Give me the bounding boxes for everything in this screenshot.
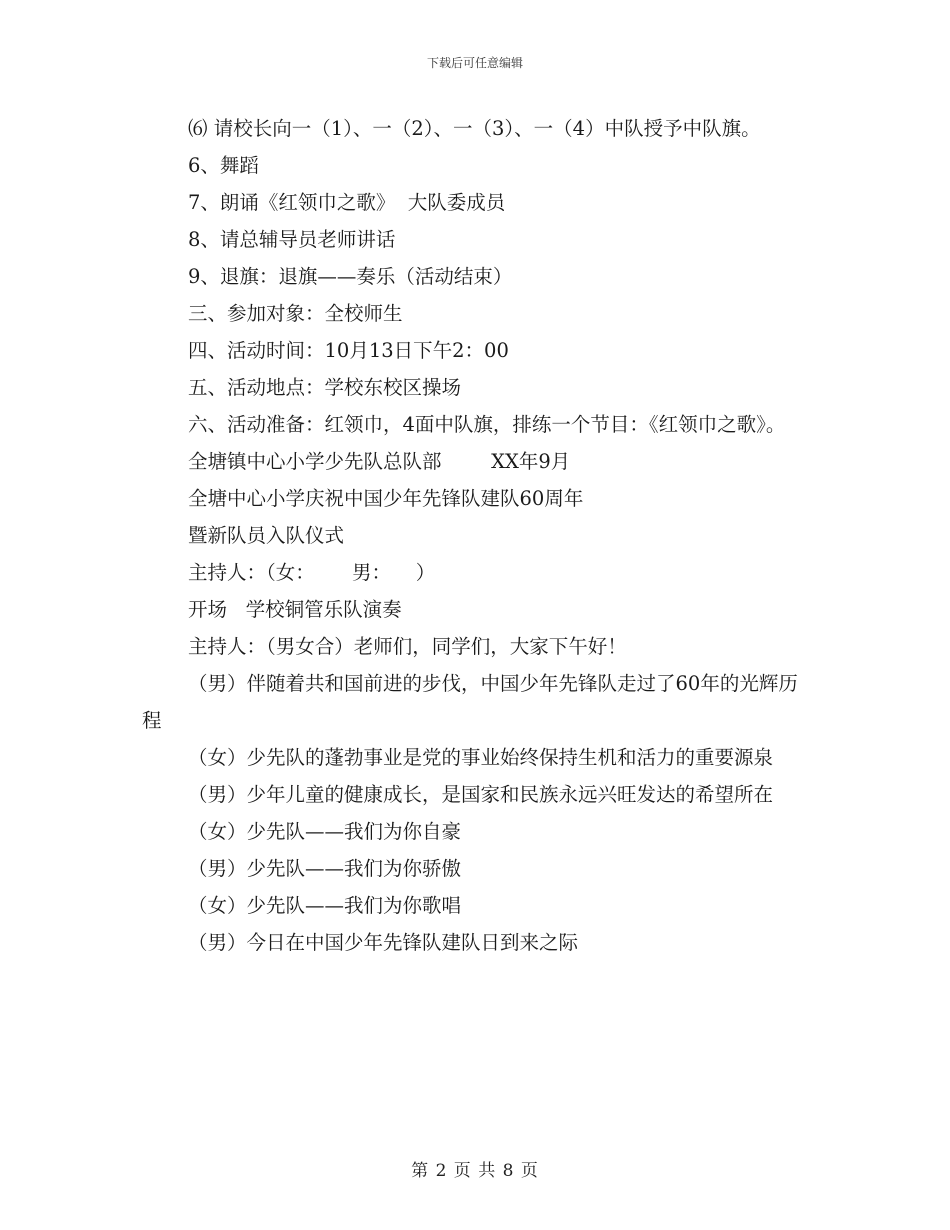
paragraph: 全塘中心小学庆祝中国少年先锋队建队60周年 — [188, 487, 584, 510]
paragraph: 7、朗诵《红领巾之歌》 大队委成员 — [188, 191, 506, 214]
page-footer: 第 2 页 共 8 页 — [411, 1161, 539, 1181]
paragraph: ⑹ 请校长向一（1）、一（2）、一（3）、一（4）中队授予中队旗。 — [188, 117, 761, 140]
paragraph: 主持人：（男女合）老师们，同学们，大家下午好！ — [188, 635, 627, 658]
paragraph: 全塘镇中心小学少先队总队部 XX年9月 — [188, 450, 571, 473]
paragraph: （男）少年儿童的健康成长，是国家和民族永远兴旺发达的希望所在 — [188, 783, 774, 806]
paragraph: 开场 学校铜管乐队演奏 — [188, 598, 402, 621]
paragraph: （女）少先队——我们为你自豪 — [188, 820, 462, 843]
paragraph: （女）少先队——我们为你歌唱 — [188, 894, 462, 917]
paragraph: （男）伴随着共和国前进的步伐，中国少年先锋队走过了60年的光辉历程 — [142, 672, 798, 732]
paragraph: （女）少先队的蓬勃事业是党的事业始终保持生机和活力的重要源泉 — [188, 746, 774, 769]
paragraph: （男）今日在中国少年先锋队建队日到来之际 — [188, 931, 579, 954]
document-body — [142, 110, 812, 961]
paragraph: 三、参加对象：全校师生 — [188, 302, 403, 325]
paragraph: （男）少先队——我们为你骄傲 — [188, 857, 462, 880]
paragraph: 暨新队员入队仪式 — [188, 524, 345, 547]
paragraph: 8、请总辅导员老师讲话 — [188, 228, 396, 251]
paragraph: 五、活动地点：学校东校区操场 — [188, 376, 462, 399]
paragraph: 9、退旗：退旗——奏乐（活动结束） — [188, 265, 513, 288]
page-header: 下载后可任意编辑 — [426, 56, 523, 70]
paragraph: 四、活动时间：10月13日下午2：00 — [188, 339, 509, 362]
paragraph: 六、活动准备：红领巾，4面中队旗，排练一个节目：《红领巾之歌》。 — [188, 413, 786, 436]
paragraph: 6、舞蹈 — [188, 154, 259, 177]
paragraph: 主持人：（女： 男： ） — [188, 561, 436, 584]
